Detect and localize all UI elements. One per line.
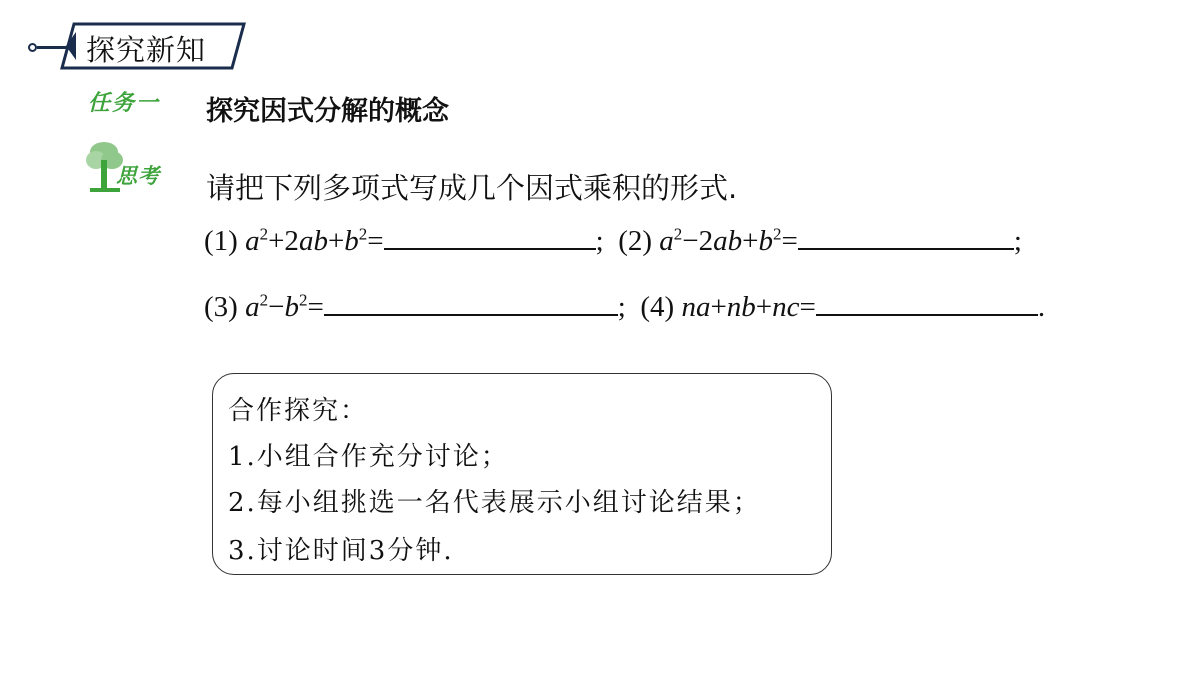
equation-row-2	[204, 291, 1045, 324]
think-label: 思考	[116, 164, 160, 188]
answer-blank-3[interactable]	[324, 292, 618, 316]
cooperation-item: 2.每小组挑选一名代表展示小组讨论结果；	[228, 488, 761, 518]
equation-3: (3) $a^2-b^2=$ ;	[204, 290, 626, 323]
answer-blank-4[interactable]	[816, 292, 1038, 316]
task-title: 探究因式分解的概念	[206, 96, 449, 127]
equation-1: (1) $a^2+2ab+b^2=$ ;	[204, 224, 604, 257]
cooperation-title: 合作探究：	[228, 396, 369, 426]
section-header	[28, 18, 258, 70]
equation-4: (4) na+nb+nc= .	[640, 291, 1046, 323]
equation-row-1	[204, 225, 1022, 258]
page-title: 探究新知	[86, 33, 207, 67]
cooperation-item: 3.讨论时间3分钟.	[228, 536, 454, 566]
answer-blank-2[interactable]	[798, 226, 1014, 250]
think-prompt: 请把下列多项式写成几个因式乘积的形式.	[206, 171, 738, 205]
task-tag: 任务一	[88, 91, 161, 116]
equation-2: (2) $a^2-2ab+b^2=$ ;	[618, 224, 1022, 257]
header-dot	[28, 43, 37, 52]
answer-blank-1[interactable]	[384, 226, 596, 250]
cooperation-item: 1.小组合作充分讨论；	[228, 442, 509, 472]
